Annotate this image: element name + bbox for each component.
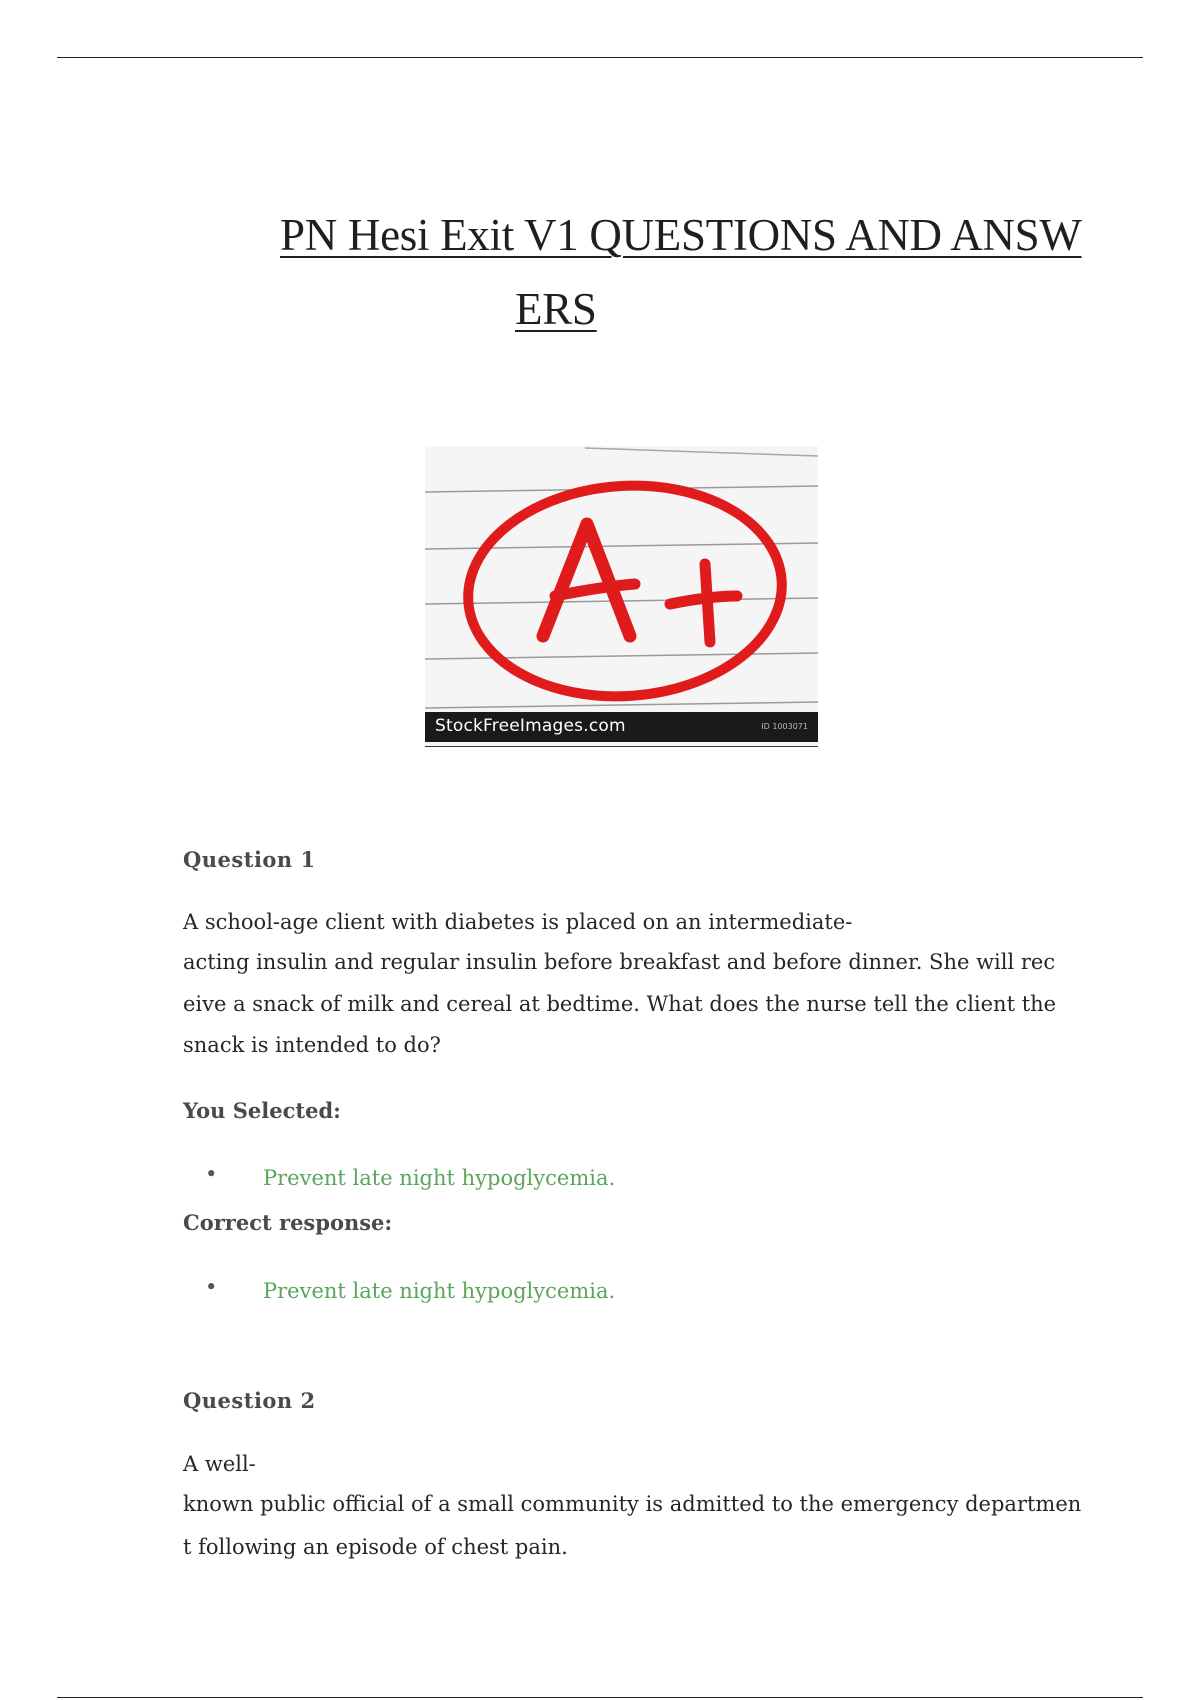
question-2-heading: Question 2 <box>183 1388 316 1413</box>
watermark-id: ID 1003071 <box>761 722 808 731</box>
a-plus-grade-image <box>425 446 818 746</box>
correct-answer-text: Prevent late night hypoglycemia. <box>263 1279 616 1303</box>
title-line-1: PN Hesi Exit V1 QUESTIONS AND ANSW <box>280 210 1082 260</box>
you-selected-label: You Selected: <box>183 1098 341 1123</box>
question-2-line-2: known public official of a small community is admitted to the emergency departmen <box>183 1492 1082 1516</box>
question-1-heading: Question 1 <box>183 847 316 872</box>
bottom-rule <box>57 1697 1143 1698</box>
top-rule <box>57 57 1143 58</box>
question-2-line-1: A well- <box>183 1452 256 1476</box>
question-2-line-3: t following an episode of chest pain. <box>183 1535 568 1559</box>
question-1-line-2: acting insulin and regular insulin before breakfast and before dinner. She will rec <box>183 950 1056 974</box>
watermark-text: StockFreeImages.com <box>435 716 626 736</box>
watermark-bar <box>425 712 818 742</box>
image-underline <box>425 746 818 747</box>
question-1-line-1: A school-age client with diabetes is placed on an intermediate- <box>183 910 853 934</box>
question-1-line-3: eive a snack of milk and cereal at bedtime. What does the nurse tell the client the <box>183 992 1057 1016</box>
bullet-icon: • <box>205 1162 218 1186</box>
a-plus-grade-icon <box>425 446 818 746</box>
bullet-icon: • <box>205 1275 218 1299</box>
document-title <box>280 198 1100 346</box>
title-line-2: ERS <box>515 284 597 334</box>
selected-answer-text: Prevent late night hypoglycemia. <box>263 1166 616 1190</box>
correct-response-label: Correct response: <box>183 1210 393 1235</box>
question-1-line-4: snack is intended to do? <box>183 1033 441 1057</box>
